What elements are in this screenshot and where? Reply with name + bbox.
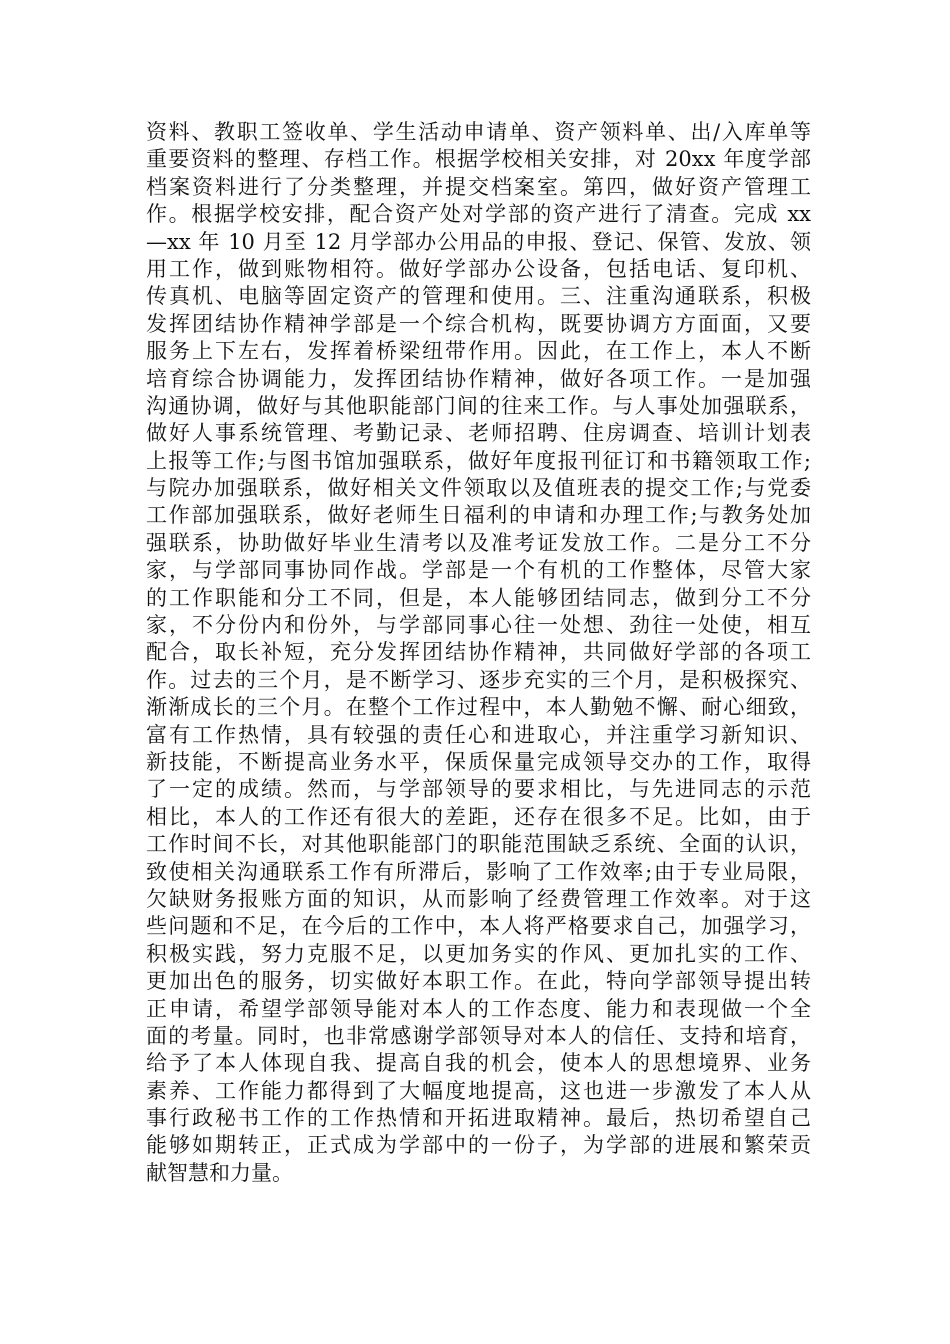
text-line: 重要资料的整理、存档工作。根据学校相关安排，对 20xx 年度学部	[146, 147, 811, 172]
text-line: 与院办加强联系，做好相关文件领取以及值班表的提交工作;与党委	[146, 476, 811, 501]
body-text	[146, 119, 811, 1187]
text-line: 了一定的成绩。然而，与学部领导的要求相比，与先进同志的示范	[146, 777, 811, 802]
text-line: 工作时间不长，对其他职能部门的职能范围缺乏系统、全面的认识，	[146, 832, 811, 857]
text-line: 的工作职能和分工不同，但是，本人能够团结同志，做到分工不分	[146, 585, 811, 610]
text-line: 事行政秘书工作的工作热情和开拓进取精神。最后，热切希望自己	[146, 1106, 811, 1131]
text-line: 相比，本人的工作还有很大的差距，还存在很多不足。比如，由于	[146, 804, 811, 829]
text-line: 档案资料进行了分类整理，并提交档案室。第四，做好资产管理工	[146, 174, 811, 199]
text-line: 更加出色的服务，切实做好本职工作。在此，特向学部领导提出转	[146, 969, 811, 994]
text-line: 能够如期转正，正式成为学部中的一份子，为学部的进展和繁荣贡	[146, 1133, 811, 1158]
text-line: 素养、工作能力都得到了大幅度地提高，这也进一步激发了本人从	[146, 1078, 811, 1103]
text-line: 正申请，希望学部领导能对本人的工作态度、能力和表现做一个全	[146, 996, 811, 1021]
text-line: 作。根据学校安排，配合资产处对学部的资产进行了清查。完成 xx	[146, 202, 811, 227]
text-line: 资料、教职工签收单、学生活动申请单、资产领料单、出/入库单等	[146, 120, 811, 144]
text-line: 发挥团结协作精神学部是一个综合机构，既要协调方方面面，又要	[146, 311, 811, 336]
text-line: 面的考量。同时，也非常感谢学部领导对本人的信任、支持和培育，	[146, 1023, 811, 1048]
text-line: 致使相关沟通联系工作有所滞后，影响了工作效率;由于专业局限，	[146, 859, 811, 884]
text-line: 家，与学部同事协同作战。学部是一个有机的工作整体，尽管大家	[146, 558, 811, 583]
text-line: 些问题和不足，在今后的工作中，本人将严格要求自己，加强学习，	[146, 914, 811, 939]
text-line: 强联系，协助做好毕业生清考以及准考证发放工作。二是分工不分	[146, 530, 811, 555]
text-line: 配合，取长补短，充分发挥团结协作精神，共同做好学部的各项工	[146, 640, 811, 665]
text-line: 上报等工作;与图书馆加强联系，做好年度报刊征订和书籍领取工作;	[146, 448, 811, 473]
text-line: 服务上下左右，发挥着桥梁纽带作用。因此，在工作上，本人不断	[146, 339, 811, 364]
text-line: 给予了本人体现自我、提高自我的机会，使本人的思想境界、业务	[146, 1051, 811, 1076]
text-line: 用工作，做到账物相符。做好学部办公设备，包括电话、复印机、	[146, 256, 811, 281]
text-line: 富有工作热情，具有较强的责任心和进取心，并注重学习新知识、	[146, 722, 811, 747]
text-line: 献智慧和力量。	[146, 1160, 293, 1185]
text-line: 传真机、电脑等固定资产的管理和使用。三、注重沟通联系，积极	[146, 284, 811, 309]
text-line: 渐渐成长的三个月。在整个工作过程中，本人勤勉不懈、耐心细致，	[146, 695, 811, 720]
text-line: 积极实践，努力克服不足，以更加务实的作风、更加扎实的工作、	[146, 941, 811, 966]
text-line: 工作部加强联系，做好老师生日福利的申请和办理工作;与教务处加	[146, 503, 811, 528]
text-line: 欠缺财务报账方面的知识，从而影响了经费管理工作效率。对于这	[146, 886, 811, 911]
text-line: 家，不分份内和份外，与学部同事心往一处想、劲往一处使，相互	[146, 613, 811, 638]
text-line: —xx 年 10 月至 12 月学部办公用品的申报、登记、保管、发放、领	[146, 229, 811, 254]
text-line: 培育综合协调能力，发挥团结协作精神，做好各项工作。一是加强	[146, 366, 811, 391]
text-line: 做好人事系统管理、考勤记录、老师招聘、住房调查、培训计划表	[146, 421, 811, 446]
text-line: 新技能，不断提高业务水平，保质保量完成领导交办的工作，取得	[146, 749, 811, 774]
text-line: 沟通协调，做好与其他职能部门间的往来工作。与人事处加强联系，	[146, 393, 811, 418]
text-line: 作。过去的三个月，是不断学习、逐步充实的三个月，是积极探究、	[146, 667, 811, 692]
